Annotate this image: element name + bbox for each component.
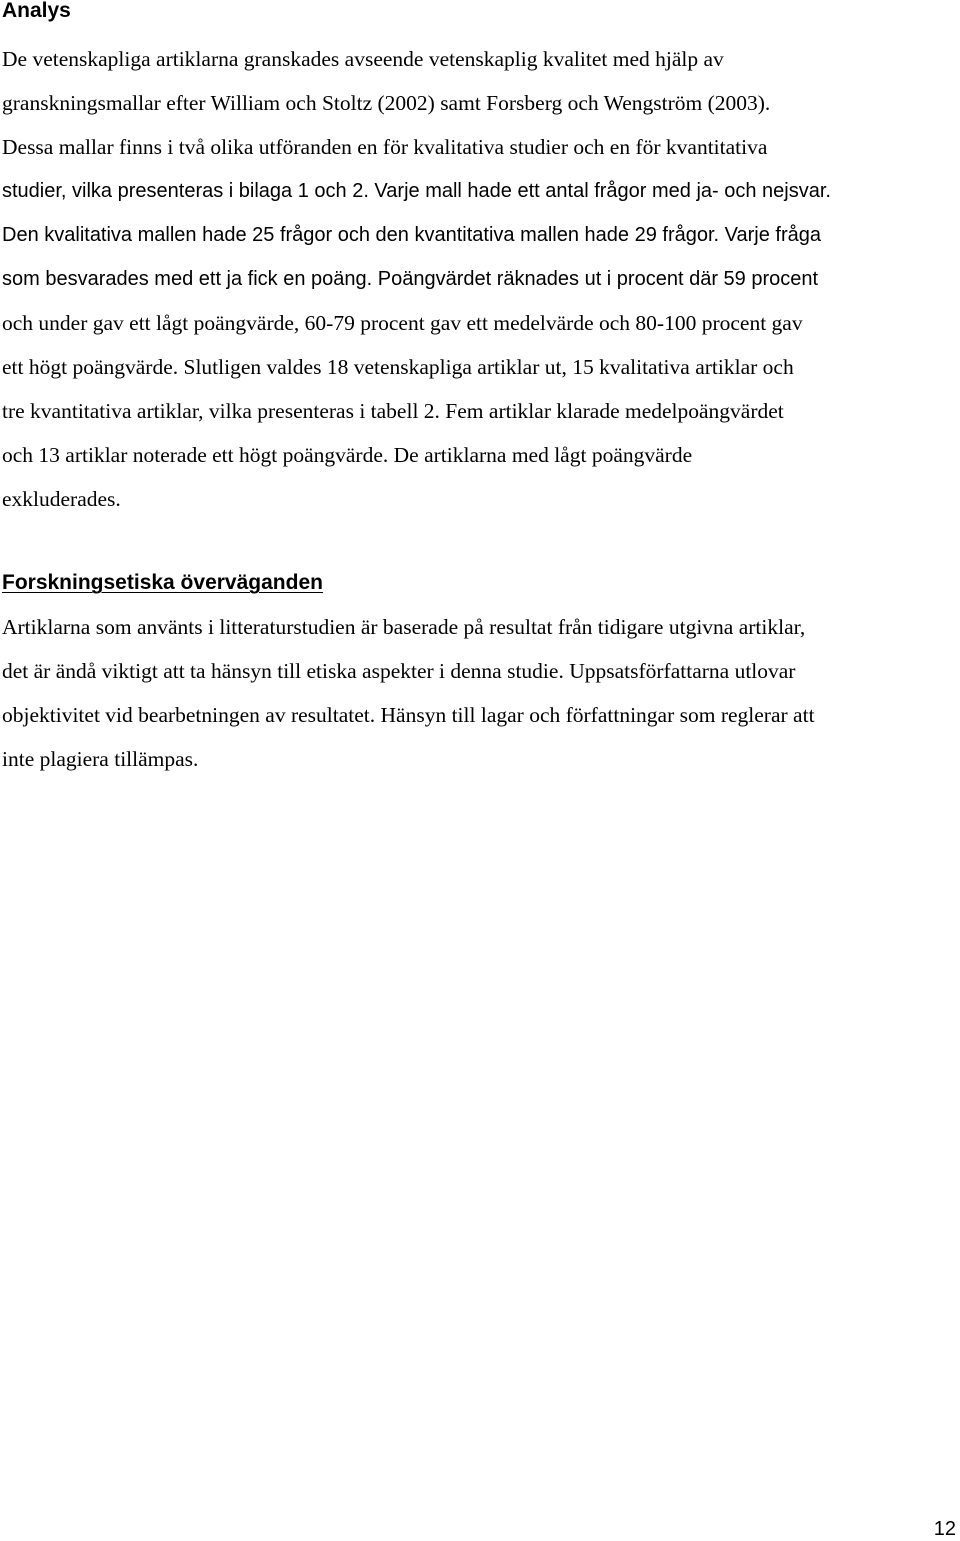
paragraph-line: objektivitet vid bearbetningen av resultatet. Hänsyn till lagar och författningar som reglerar att	[2, 703, 815, 727]
paragraph-line: Artiklarna som använts i litteraturstudien är baserade på resultat från tidigare utgivna artiklar,	[2, 615, 806, 639]
paragraph-line: det är ändå viktigt att ta hänsyn till etiska aspekter i denna studie. Uppsatsförfattarna utlovar	[2, 659, 796, 683]
section-heading-analys: Analys	[2, 0, 71, 22]
paragraph-line: tre kvantitativa artiklar, vilka presenteras i tabell 2. Fem artiklar klarade medelpoängvärdet	[2, 399, 784, 423]
paragraph-line: Den kvalitativa mallen hade 25 frågor och den kvantitativa mallen hade 29 frågor. Varje fråga	[2, 224, 822, 246]
page-number: 12	[933, 1518, 956, 1540]
paragraph-line: som besvarades med ett ja fick en poäng. Poängvärdet räknades ut i procent där 59 procent	[2, 268, 819, 290]
paragraph-line: granskningsmallar efter William och Stoltz (2002) samt Forsberg och Wengström (2003).	[2, 91, 771, 115]
section-heading-forskningsetiska: Forskningsetiska överväganden	[2, 571, 323, 594]
paragraph-line: ett högt poängvärde. Slutligen valdes 18 vetenskapliga artiklar ut, 15 kvalitativa artiklar och	[2, 355, 794, 379]
paragraph-line: Dessa mallar finns i två olika utföranden en för kvalitativa studier och en för kvantitativa	[2, 135, 768, 159]
paragraph-line: inte plagiera tillämpas.	[2, 747, 199, 771]
paragraph-line: studier, vilka presenteras i bilaga 1 och 2. Varje mall hade ett antal frågor med ja- och nejsvar.	[2, 180, 831, 202]
paragraph-line: och under gav ett lågt poängvärde, 60-79 procent gav ett medelvärde och 80-100 procent gav	[2, 311, 803, 335]
analys-paragraph	[2, 37, 958, 521]
paragraph-line: De vetenskapliga artiklarna granskades avseende vetenskaplig kvalitet med hjälp av	[2, 47, 724, 71]
paragraph-line: och 13 artiklar noterade ett högt poängvärde. De artiklarna med lågt poängvärde	[2, 443, 693, 467]
forskningsetiska-paragraph	[2, 605, 958, 781]
paragraph-line: exkluderades.	[2, 487, 121, 511]
